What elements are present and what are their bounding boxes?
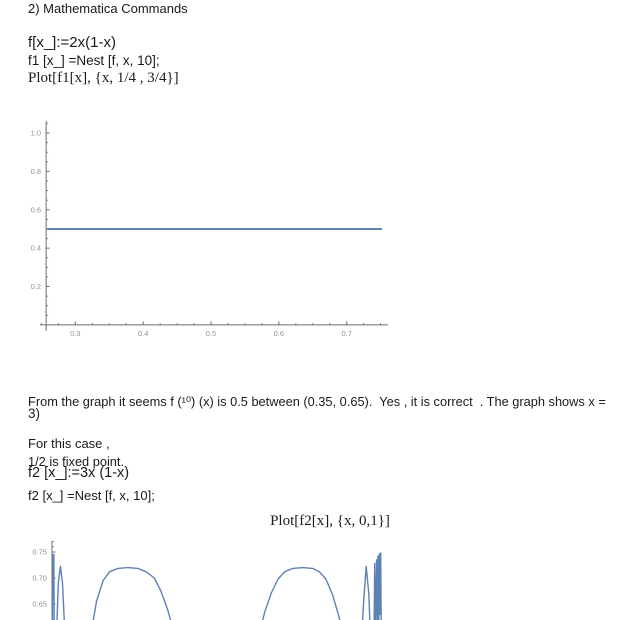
svg-text:0.5: 0.5 xyxy=(205,328,217,338)
svg-text:1.0: 1.0 xyxy=(30,128,42,138)
code-line-f2-nest: f2 [x_] =Nest [f, x, 10]; xyxy=(28,488,155,503)
code-line-f-definition: f[x_]:=2x(1-x) xyxy=(28,34,116,51)
svg-text:0.6: 0.6 xyxy=(273,328,285,338)
svg-text:0.2: 0.2 xyxy=(30,282,42,292)
svg-text:0.70: 0.70 xyxy=(32,573,47,583)
svg-text:0.7: 0.7 xyxy=(341,328,352,338)
section-heading: 2) Mathematica Commands xyxy=(28,1,188,16)
code-line-f1-nest: f1 [x_] =Nest [f, x, 10]; xyxy=(28,53,160,68)
plot-f1-chart xyxy=(24,115,396,341)
svg-text:0.4: 0.4 xyxy=(30,243,42,253)
code-line-plot-f2-command: Plot[f2[x], {x, 0,1}] xyxy=(270,513,390,529)
svg-text:0.6: 0.6 xyxy=(30,205,42,215)
svg-text:0.75: 0.75 xyxy=(32,547,47,557)
svg-text:0.3: 0.3 xyxy=(70,328,81,338)
code-line-f2-definition: f2 [x_]:=3x (1-x) xyxy=(28,465,130,481)
plot-f2-chart xyxy=(24,538,406,620)
svg-text:0.4: 0.4 xyxy=(137,328,149,338)
case-text: For this case , xyxy=(28,436,110,451)
code-line-plot-f1-command: Plot[f1[x], {x, 1/4 , 3/4}] xyxy=(28,70,179,86)
paragraph-line-2: 1/2 is fixed point. xyxy=(28,454,125,469)
svg-text:0.8: 0.8 xyxy=(30,166,42,176)
section-label-3: 3) xyxy=(28,406,41,421)
svg-text:0.65: 0.65 xyxy=(32,599,47,609)
paragraph-line-1: From the graph it seems f (¹⁰) (x) is 0.5 between (0.35, 0.65). Yes , it is correct . The graph shows x = xyxy=(28,394,606,409)
